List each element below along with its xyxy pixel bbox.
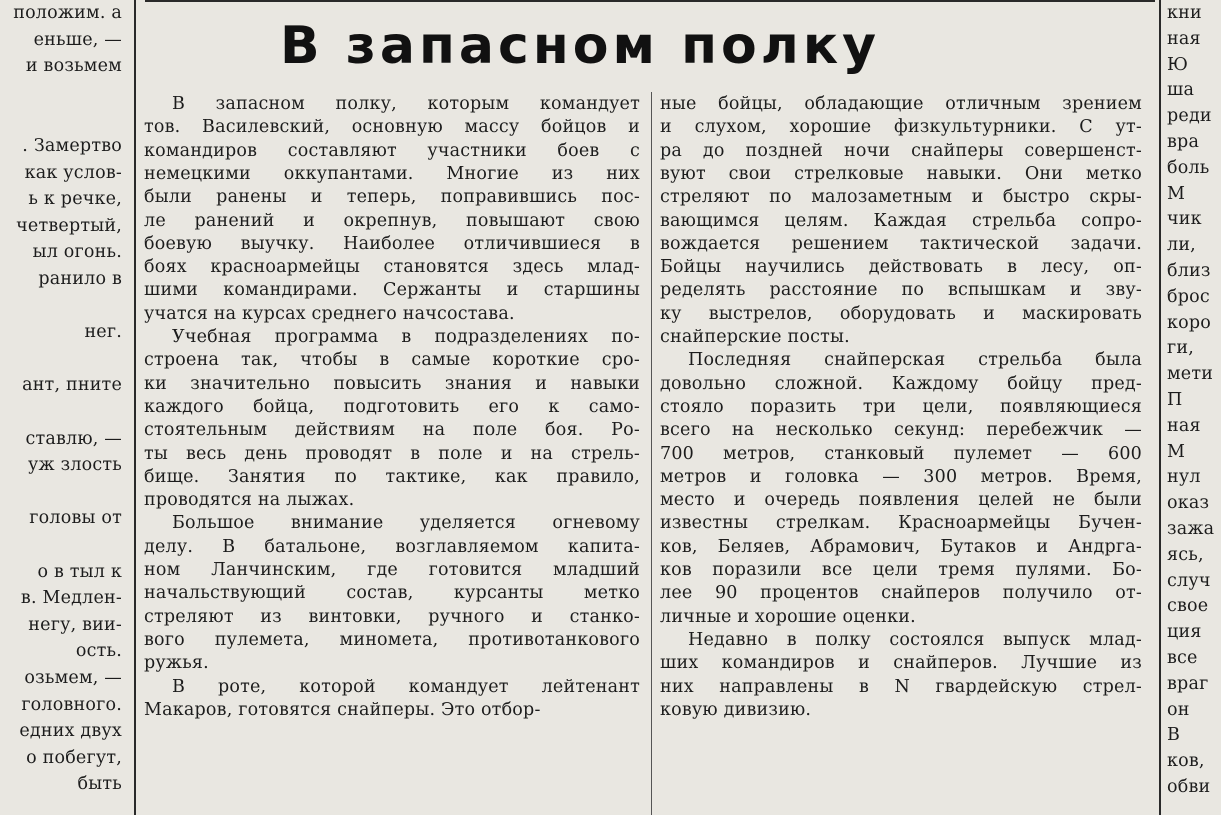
left-column-fragment xyxy=(0,0,128,815)
left-fragment-line: нег. xyxy=(84,322,122,343)
right-fragment-line: реди xyxy=(1167,106,1212,127)
right-fragment-line: обви xyxy=(1167,777,1211,797)
right-fragment-line: ная xyxy=(1167,28,1201,49)
left-fragment-line: озьмем, — xyxy=(24,668,122,688)
article-col1-line: Большое внимание уделяется огневому xyxy=(172,513,640,534)
article-col1-line: ле ранений и окрепнув, повышают свою xyxy=(144,210,640,231)
right-fragment-line: он xyxy=(1167,699,1190,720)
article-col1-line: Макаров, готовятся снайперы. Это отбор- xyxy=(144,699,541,720)
article-col2-line: вождается решением тактической задачи. xyxy=(660,233,1142,254)
article-col2-line: ку выстрелов, оборудовать и маскировать xyxy=(660,303,1142,324)
left-fragment-line: как услов- xyxy=(24,162,122,183)
article-col1-line: немецкими оккупантами. Многие из них xyxy=(144,163,640,184)
article-col2-line: метров и головка — 300 метров. Время, xyxy=(660,466,1142,487)
top-rule xyxy=(145,0,1155,2)
left-fragment-line: ранило в xyxy=(38,269,122,289)
right-fragment-line: ция xyxy=(1167,622,1202,643)
article-col2-line: ков поразили все цели тремя пулями. Бо- xyxy=(660,560,1142,580)
article-col1-line: бище. Занятия по тактике, как правило, xyxy=(144,466,640,487)
right-fragment-line: ная xyxy=(1167,415,1201,436)
article-col1-line: начальствующий состав, курсанты метко xyxy=(144,583,640,604)
article-col1-line: делу. В батальоне, возглавляемом капита- xyxy=(144,536,640,557)
article-col1-line: тов. Василевский, основную массу бойцов и xyxy=(144,117,640,138)
article-col2-line: снайперские посты. xyxy=(660,327,850,347)
right-fragment-line: ясь, xyxy=(1167,544,1204,565)
right-fragment-line: все xyxy=(1167,648,1198,668)
left-fragment-line: и возьмем xyxy=(25,56,122,77)
article-col1-line: ки значительно повысить знания и навыки xyxy=(144,373,640,394)
article-col2-line: 700 метров, станковый пулемет — 600 xyxy=(660,443,1142,464)
article-col2-line: ших командиров и снайперов. Лучшие из xyxy=(660,653,1142,674)
article-column-1 xyxy=(140,88,648,815)
left-fragment-line: . Замертво xyxy=(22,136,122,156)
right-fragment-line: близ xyxy=(1167,261,1211,281)
article-col1-line: боях красноармейцы становятся здесь млад- xyxy=(144,257,640,278)
right-fragment-line: ков, xyxy=(1167,751,1205,772)
left-fragment-line: ант, пните xyxy=(22,375,122,396)
article-col2-line: всего на несколько секунд: перебежчик — xyxy=(660,420,1142,441)
article-col2-line: ра до поздней ночи снайперы совершенст- xyxy=(660,140,1142,161)
article-col1-line: каждого бойца, подготовить его к само- xyxy=(144,396,640,417)
article-col2-line: ков, Беляев, Абрамович, Бутаков и Андрга- xyxy=(660,536,1142,557)
article-col2-line: известны стрелкам. Красноармейцы Бучен- xyxy=(660,513,1142,534)
article-col1-line: ты весь день проводят в поле и на стрель- xyxy=(144,443,640,464)
left-fragment-line: о в тыл к xyxy=(37,561,122,582)
article-col1-line: учатся на курсах среднего начсостава. xyxy=(144,303,515,324)
article-column-2 xyxy=(656,88,1152,815)
right-fragment-line: брос xyxy=(1167,286,1210,307)
left-fragment-line: негу, вии- xyxy=(28,614,122,635)
column-rule-right xyxy=(1159,0,1161,815)
left-fragment-line: уж злость xyxy=(28,455,122,476)
right-fragment-line: вра xyxy=(1167,132,1200,152)
right-fragment-line: ша xyxy=(1167,80,1195,101)
article-col2-line: ределять расстояние по вспышкам и зву- xyxy=(660,280,1142,301)
article-headline: В запасном полку xyxy=(279,16,881,76)
article-col1-line: ном Ланчинским, где готовится младший xyxy=(144,560,640,580)
left-fragment-line: ь к речке, xyxy=(28,189,122,210)
article-col2-line: личные и хорошие оценки. xyxy=(660,606,916,627)
column-rule-left xyxy=(134,0,136,815)
article-col2-line: стояло поразить три цели, появляющиеся xyxy=(660,396,1142,417)
right-fragment-line: мети xyxy=(1167,364,1214,385)
right-fragment-line: враг xyxy=(1167,673,1209,694)
article-col2-line: вающимся целям. Каждая стрельба сопро- xyxy=(660,210,1142,231)
right-fragment-line: ги, xyxy=(1167,338,1194,359)
article-col2-line: стреляют по малозаметным и быстро скры- xyxy=(660,187,1142,208)
right-fragment-line: боль xyxy=(1167,157,1210,178)
article-col1-line: командиров составляют участники боев с xyxy=(144,140,640,161)
column-rule-middle xyxy=(651,92,652,815)
article-col2-line: и слухом, хорошие физкультурники. С ут- xyxy=(660,117,1142,138)
left-fragment-line: ыл огонь. xyxy=(32,242,122,263)
right-fragment-line: зажа xyxy=(1167,519,1215,539)
right-fragment-line: М xyxy=(1167,441,1186,462)
article-col2-line: лее 90 процентов снайперов получило от- xyxy=(660,583,1142,604)
left-fragment-line: четвертый, xyxy=(16,215,122,236)
article-col1-line: были ранены и теперь, поправившись пос- xyxy=(144,187,640,208)
article-col1-line: ружья. xyxy=(144,653,209,674)
article-col1-line: строена так, чтобы в самые короткие сро- xyxy=(144,350,640,371)
article-col2-line: довольно сложной. Каждому бойцу пред- xyxy=(660,373,1142,394)
left-fragment-line: быть xyxy=(77,774,122,795)
article-col2-line: Бойцы научились действовать в лесу, оп- xyxy=(660,257,1142,278)
article-col1-line: Учебная программа в подразделениях по- xyxy=(172,327,640,347)
right-fragment-line: П xyxy=(1167,390,1183,410)
article-col1-line: В роте, которой командует лейтенант xyxy=(172,676,640,697)
right-fragment-line: оказ xyxy=(1167,493,1210,514)
article-col1-line: боевую выучку. Наиболее отличившиеся в xyxy=(144,233,640,254)
article-col1-line: стоятельным действиям на поле боя. Ро- xyxy=(144,420,640,441)
left-fragment-line: еньше, — xyxy=(33,29,122,50)
article-col2-line: них направлены в N гвардейскую стрел- xyxy=(660,676,1142,697)
right-fragment-line: Ю xyxy=(1167,54,1189,75)
right-fragment-line: М xyxy=(1167,183,1186,204)
article-col2-line: место и очередь появления целей не были xyxy=(660,490,1142,511)
right-fragment-line: случ xyxy=(1167,570,1211,591)
left-fragment-line: ость. xyxy=(75,641,122,662)
left-fragment-line: о побегут, xyxy=(26,747,122,768)
right-fragment-line: нул xyxy=(1167,467,1201,488)
right-fragment-line: ли, xyxy=(1167,235,1196,256)
right-fragment-line: свое xyxy=(1167,596,1209,617)
article-col1-line: вого пулемета, миномета, противотанкового xyxy=(144,629,640,650)
right-column-fragment xyxy=(1163,0,1221,815)
right-fragment-line: кни xyxy=(1167,3,1202,23)
left-fragment-line: головного. xyxy=(21,694,122,715)
left-fragment-line: ставлю, — xyxy=(25,428,122,449)
article-col1-line: шими командирами. Сержанты и старшины xyxy=(144,280,640,301)
article-col2-line: ковую дивизию. xyxy=(660,699,812,720)
article-col1-line: стреляют из винтовки, ручного и станко- xyxy=(144,606,640,627)
right-fragment-line: чик xyxy=(1167,209,1202,230)
left-fragment-line: положим. а xyxy=(13,3,122,23)
article-col2-line: вуют свои стрелковые навыки. Они метко xyxy=(660,163,1142,184)
right-fragment-line: В xyxy=(1167,725,1181,746)
article-col2-line: Недавно в полку состоялся выпуск млад- xyxy=(688,629,1142,650)
article-col2-line: Последняя снайперская стрельба была xyxy=(688,350,1142,371)
left-fragment-line: в. Медлен- xyxy=(20,588,122,609)
left-fragment-line: головы от xyxy=(29,508,122,529)
left-fragment-line: едних двух xyxy=(19,721,122,742)
article-col1-line: проводятся на лыжах. xyxy=(144,490,355,511)
right-fragment-line: коро xyxy=(1167,312,1212,333)
article-col1-line: В запасном полку, которым командует xyxy=(172,94,640,114)
article-col2-line: ные бойцы, обладающие отличным зрением xyxy=(660,94,1142,114)
